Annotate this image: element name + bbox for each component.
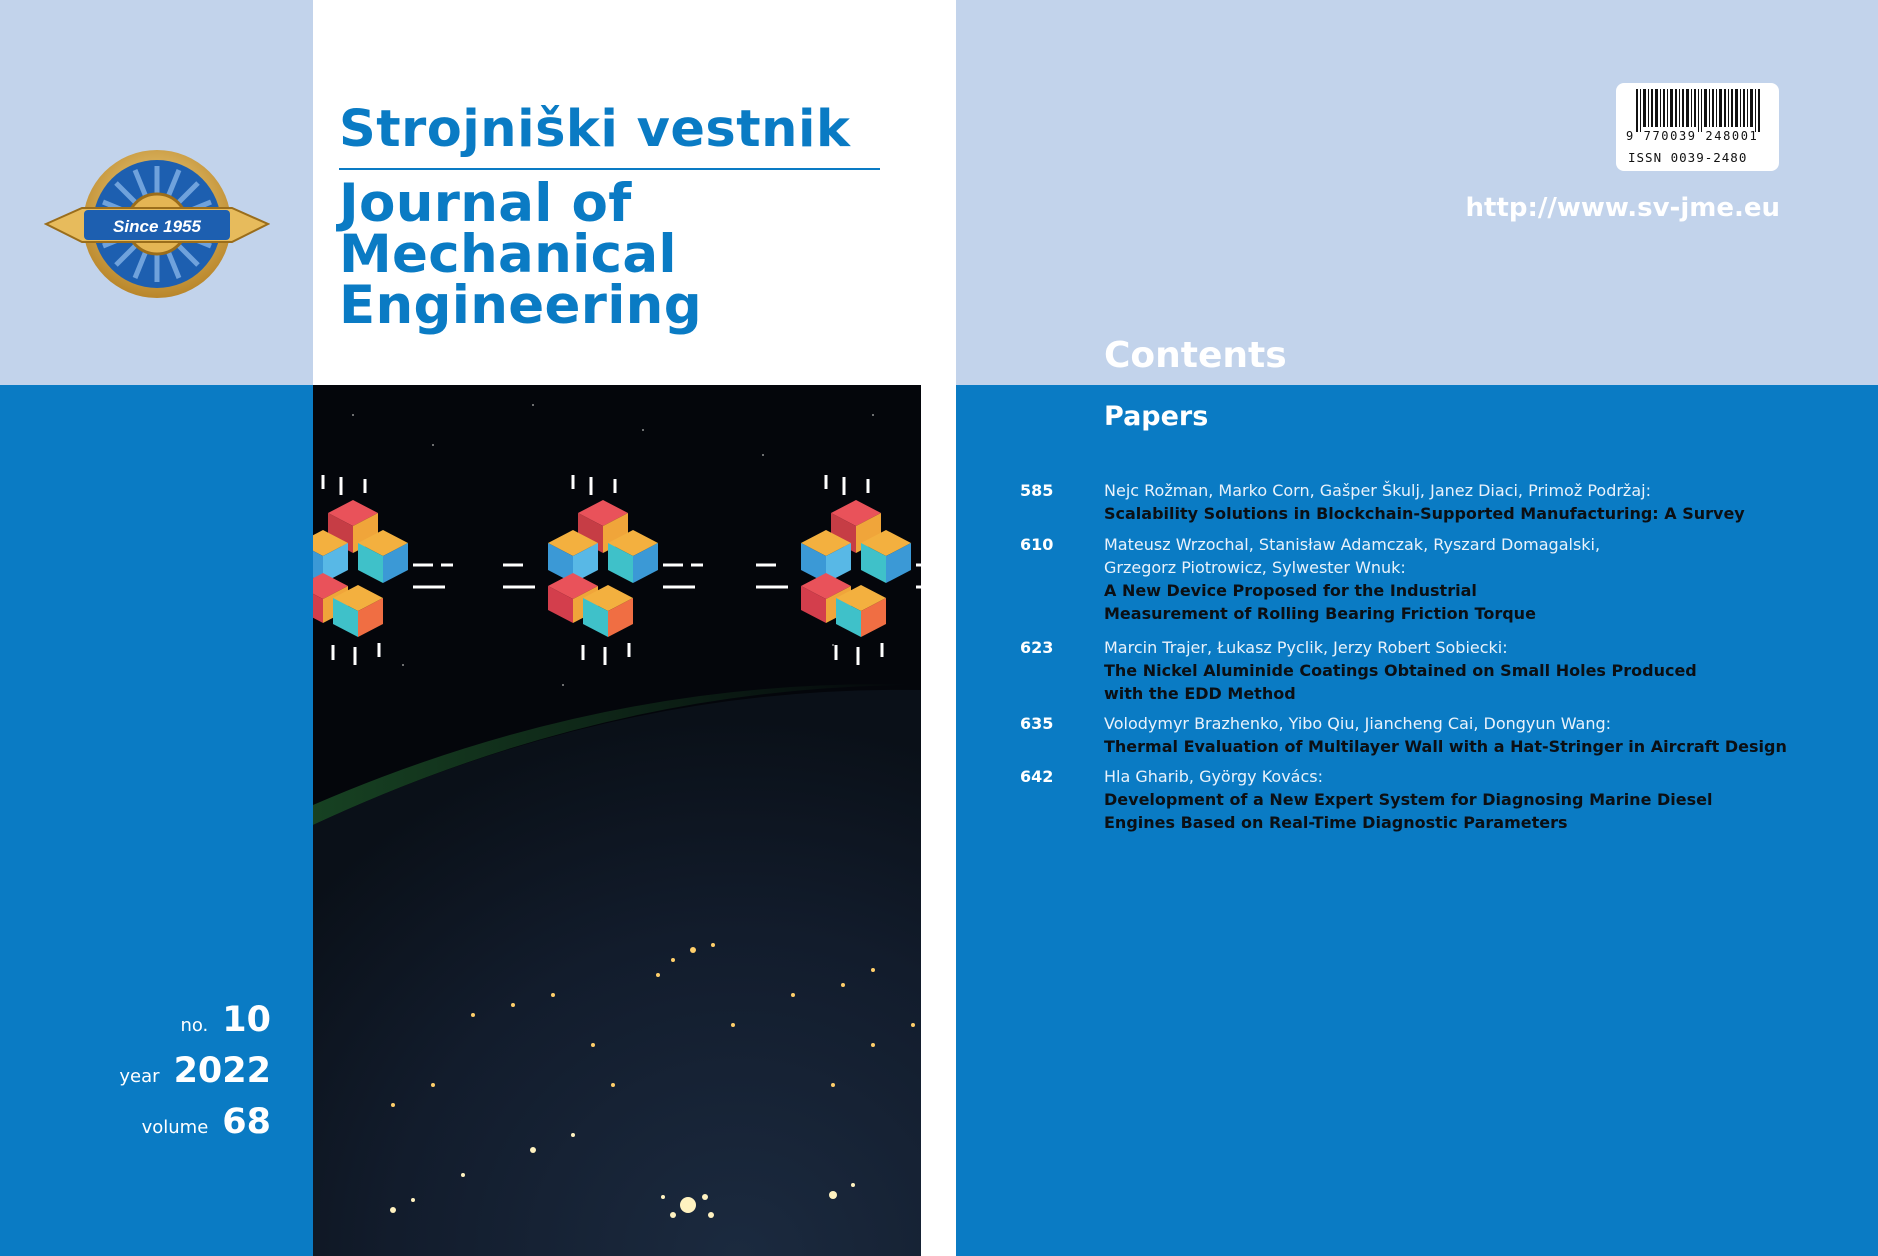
journal-title-english: Journal of Mechanical Engineering <box>339 173 702 336</box>
barcode-digits: 9 770039 248001 <box>1626 129 1759 143</box>
contents-entry[interactable] <box>1020 765 1820 834</box>
spine-strip <box>921 385 956 1256</box>
entry-page-number: 642 <box>1020 767 1054 786</box>
entry-page-number: 635 <box>1020 714 1054 733</box>
contents-entry[interactable] <box>1020 479 1820 525</box>
entry-authors: Mateusz Wrzochal, Stanisław Adamczak, Ryszard Domagalski, Grzegorz Piotrowicz, Sylwester Wnuk: <box>1104 535 1601 577</box>
title-divider <box>339 168 880 170</box>
entry-authors: Nejc Rožman, Marko Corn, Gašper Škulj, Janez Diaci, Primož Podržaj: <box>1104 481 1651 500</box>
earth-night-illustration <box>313 385 921 1256</box>
cover-image <box>313 385 921 1256</box>
barcode-icon <box>1636 89 1762 132</box>
issn-number: ISSN 0039-2480 <box>1628 150 1748 165</box>
badge-text: Since 1955 <box>113 217 201 236</box>
entry-title: Development of a New Expert System for Diagnosing Marine Diesel Engines Based on Real-Time Diagnostic Parameters <box>1104 790 1713 832</box>
contents-entry[interactable] <box>1020 533 1820 625</box>
entry-title: The Nickel Aluminide Coatings Obtained on Small Holes Produced with the EDD Method <box>1104 661 1697 703</box>
issue-volume <box>0 1102 271 1142</box>
since-1955-badge-logo <box>44 146 270 302</box>
papers-section-heading: Papers <box>1104 401 1209 432</box>
entry-page-number: 610 <box>1020 535 1054 554</box>
entry-page-number: 623 <box>1020 638 1054 657</box>
contents-entry[interactable] <box>1020 712 1820 758</box>
issue-year-value: 2022 <box>173 1051 271 1091</box>
issue-year-label: year <box>119 1066 160 1087</box>
entry-title: Thermal Evaluation of Multilayer Wall with a Hat-Stringer in Aircraft Design <box>1104 737 1787 756</box>
entry-authors: Marcin Trajer, Łukasz Pyclik, Jerzy Robert Sobiecki: <box>1104 638 1508 657</box>
contents-entry[interactable] <box>1020 636 1820 705</box>
entry-page-number: 585 <box>1020 481 1054 500</box>
issue-number <box>0 1000 271 1040</box>
issue-number-value: 10 <box>222 1000 271 1040</box>
issue-volume-label: volume <box>141 1117 209 1138</box>
entry-authors: Hla Gharib, György Kovács: <box>1104 767 1324 786</box>
issue-year <box>0 1051 271 1091</box>
journal-url-link[interactable]: http://www.sv-jme.eu <box>1465 193 1780 223</box>
issue-volume-value: 68 <box>222 1102 271 1142</box>
journal-title-slovene: Strojniški vestnik <box>339 100 851 159</box>
issue-number-label: no. <box>180 1015 209 1036</box>
entry-title: Scalability Solutions in Blockchain-Supported Manufacturing: A Survey <box>1104 504 1745 523</box>
entry-authors: Volodymyr Brazhenko, Yibo Qiu, Jiancheng Cai, Dongyun Wang: <box>1104 714 1612 733</box>
entry-title: A New Device Proposed for the Industrial Measurement of Rolling Bearing Friction Torque <box>1104 581 1536 623</box>
contents-heading: Contents <box>1104 335 1287 376</box>
